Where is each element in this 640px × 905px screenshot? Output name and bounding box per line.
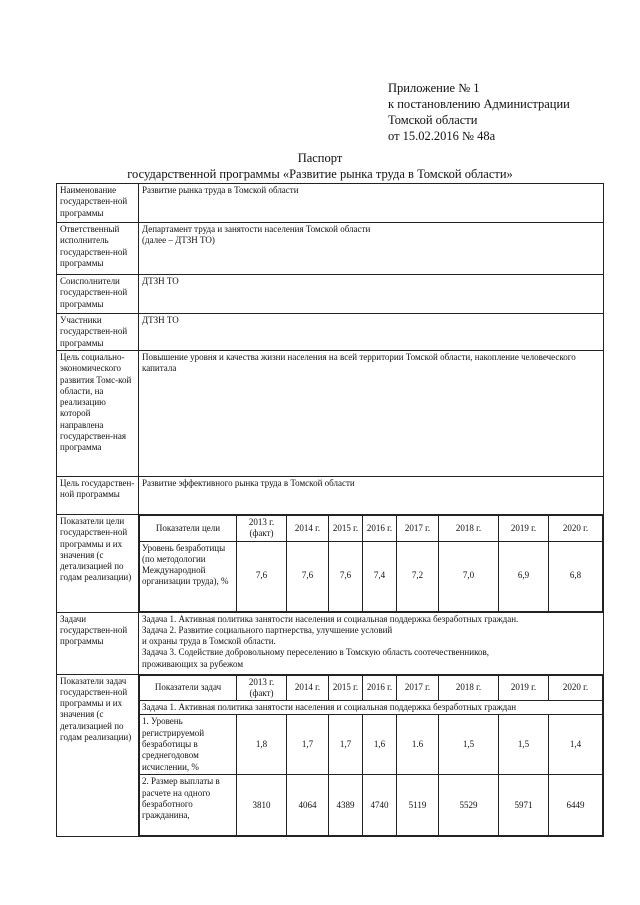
task-indicator-name: 1. Уровень регистрируемой безработицы в среднегодовом исчислении, % [140,715,237,775]
goal-indicators-header [140,516,603,542]
value-program-name: Развитие рынка труда в Томской области [139,184,604,223]
task-indicator-value: 5971 [499,775,549,836]
label-tasks: Задачи государствен-ной программы [57,612,139,674]
task-indicator-value: 5529 [439,775,499,836]
task-indicator-value: 1.6 [397,715,439,775]
appendix-block [388,80,570,144]
task-2-line-2: и охраны труда в Томской области. [142,636,276,647]
row-coexecutors [57,275,604,314]
label-socio-goal: Цель социально-экономического развития Томс-кой области, на реализацию которой направлена государствен-ная программа [57,351,139,477]
appendix-line-2: к постановлению Администрации [388,97,570,111]
goal-header-col: 2020 г. [549,516,603,542]
task-header-col: 2020 г. [549,675,603,701]
task-indicator-name: 2. Размер выплаты в расчете на одного безработного гражданина, [140,775,237,836]
responsible-line-2: (далее – ДТЗН ТО) [142,235,215,246]
value-program-goal: Развитие эффективного рынка труда в Томской области [139,477,604,515]
row-program-goal [57,477,604,515]
task-indicator-value: 1,6 [363,715,397,775]
task-indicator-value: 1,5 [439,715,499,775]
task-indicator-value: 6449 [549,775,603,836]
task-indicator-value: 1,7 [287,715,329,775]
label-responsible: Ответственный исполнитель государствен-ной программы [57,223,139,275]
label-program-name: Наименование государствен-ной программы [57,184,139,223]
task-header-col: 2017 г. [397,675,439,701]
label-participants: Участники государствен-ной программы [57,314,139,351]
goal-indicator-name: Уровень безработицы (по методологии Международной организации труда), % [140,541,237,611]
goal-indicator-value: 7,6 [329,541,363,611]
goal-header-col: 2017 г. [397,516,439,542]
task-3-line-2: проживающих за рубежом [142,658,244,669]
row-socio-goal [57,351,604,477]
label-task-indicators: Показатели задач государствен-ной программы и их значения (с детализацией по годам реализации) [57,674,139,837]
task-header-col: 2018 г. [439,675,499,701]
goal-indicator-value: 7,6 [237,541,287,611]
task-indicator-value: 1,4 [549,715,603,775]
goal-indicator-value: 7,0 [439,541,499,611]
value-coexecutors: ДТЗН ТО [139,275,604,314]
task-indicator-value: 3810 [237,775,287,836]
title-line-2: государственной программы «Развитие рынка труда в Томской области» [127,167,513,181]
goal-header-col: 2019 г. [499,516,549,542]
label-coexecutors: Соисполнители государствен-ной программы [57,275,139,314]
appendix-line-4: от 15.02.2016 № 48а [388,129,496,143]
goal-indicator-value: 6,8 [549,541,603,611]
task-indicators-table [139,675,603,837]
goal-indicators-cell [139,515,604,613]
appendix-line-1: Приложение № 1 [388,81,480,95]
row-participants [57,314,604,351]
task-indicator-value: 5119 [397,775,439,836]
value-responsible [139,223,604,275]
value-tasks [139,612,604,674]
goal-indicators-table [139,515,603,612]
value-participants: ДТЗН ТО [139,314,604,351]
task-header-col: 2015 г. [329,675,363,701]
task-indicator-value: 1,7 [329,715,363,775]
goal-indicator-value: 7,6 [287,541,329,611]
goal-header-col: 2018 г. [439,516,499,542]
task-indicator-row [140,715,603,775]
task-indicators-task-row [140,701,603,715]
value-socio-goal: Повышение уровня и качества жизни населения на всей территории Томской области, накопление человеческого капитала [139,351,604,477]
label-program-goal: Цель государствен-ной программы [57,477,139,515]
row-task-indicators [57,674,604,837]
task-header-col: 2013 г. (факт) [237,675,287,701]
passport-table [56,183,604,837]
task-indicator-row [140,775,603,836]
task-indicator-value: 1,8 [237,715,287,775]
task-indicator-value: 4740 [363,775,397,836]
goal-header-col: 2015 г. [329,516,363,542]
task-header-col: Показатели задач [140,675,237,701]
task-header-col: 2014 г. [287,675,329,701]
task-3-line-1: Задача 3. Содействие добровольному переселению в Томскую область соотечественников, [142,647,489,658]
goal-indicator-value: 6,9 [499,541,549,611]
title-line-1: Паспорт [297,151,343,165]
goal-header-col: Показатели цели [140,516,237,542]
task-indicator-value: 1,5 [499,715,549,775]
task-header-col: 2019 г. [499,675,549,701]
task-header-col: 2016 г. [363,675,397,701]
goal-header-col: 2016 г. [363,516,397,542]
task-indicators-cell [139,674,604,837]
task-2-line-1: Задача 2. Развитие социального партнерства, улучшение условий [142,624,393,635]
goal-header-col: 2013 г. (факт) [237,516,287,542]
row-responsible [57,223,604,275]
label-goal-indicators: Показатели цели государствен-ной программы и их значения (с детализацией по годам реализации) [57,515,139,613]
task-indicator-value: 4064 [287,775,329,836]
goal-indicator-value: 7,2 [397,541,439,611]
appendix-line-3: Томской области [388,113,478,127]
row-tasks [57,612,604,674]
row-program-name [57,184,604,223]
task-indicators-header [140,675,603,701]
task-indicator-value: 4389 [329,775,363,836]
goal-indicator-value: 7,4 [363,541,397,611]
task-indicators-task-label: Задача 1. Активная политика занятости населения и социальная поддержка безработных граждан [140,701,603,715]
goal-header-col: 2014 г. [287,516,329,542]
task-1: Задача 1. Активная политика занятости населения и социальная поддержка безработных граждан. [142,613,519,624]
row-goal-indicators [57,515,604,613]
responsible-line-1: Департамент труда и занятости населения Томской области [142,224,371,234]
document-title [0,150,640,182]
goal-indicator-row [140,541,603,611]
